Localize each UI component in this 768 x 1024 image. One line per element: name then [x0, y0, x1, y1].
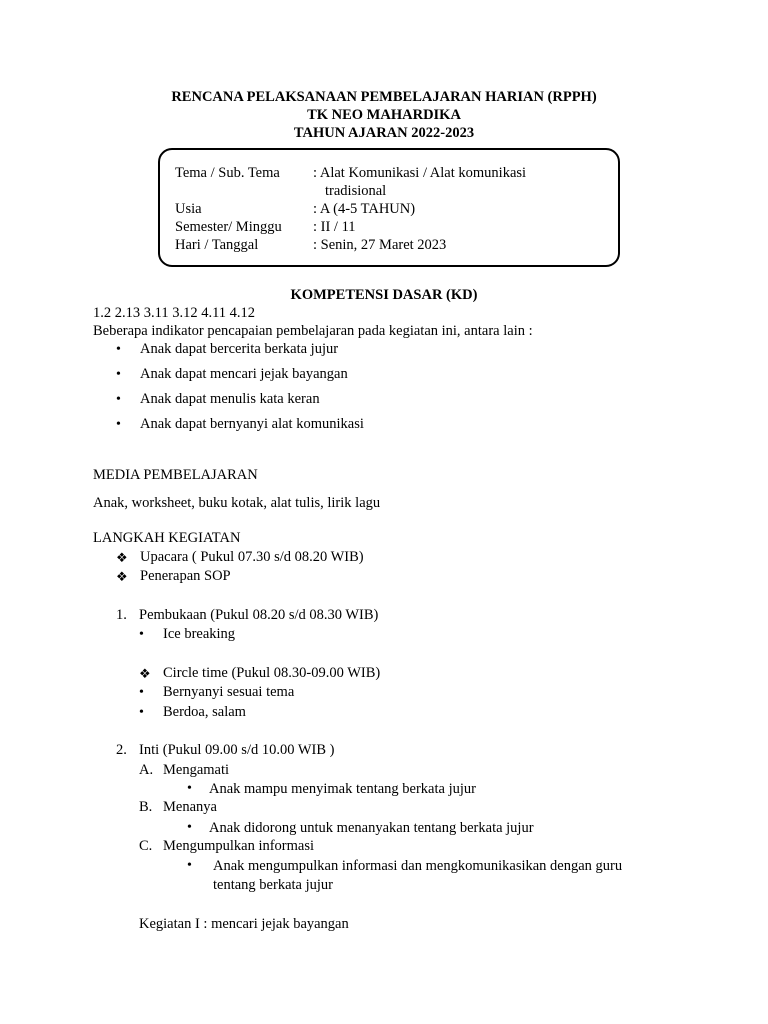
circle-time-heading: Circle time (Pukul 08.30-09.00 WIB): [163, 665, 381, 681]
step-letter: A.: [139, 762, 154, 778]
step-item: Anak mampu menyimak tentang berkata jujur: [209, 781, 476, 797]
bullet-icon: •: [187, 820, 192, 835]
step-item: Anak didorong untuk menanyakan tentang berkata jujur: [209, 820, 534, 836]
indicator-item: Anak dapat menulis kata keran: [140, 391, 320, 407]
bullet-icon: •: [116, 392, 121, 407]
semester-label: Semester/ Minggu: [175, 219, 282, 235]
usia-value: : A (4-5 TAHUN): [313, 201, 416, 217]
diamond-bullet-icon: ❖: [116, 569, 128, 584]
document-title: RENCANA PELAKSANAAN PEMBELAJARAN HARIAN (RPPH): [171, 89, 597, 105]
pre-activity-item: Upacara ( Pukul 07.30 s/d 08.20 WIB): [140, 549, 364, 565]
tema-value: : Alat Komunikasi / Alat komunikasi: [313, 165, 527, 181]
bullet-icon: •: [139, 705, 144, 720]
kegiatan-1: Kegiatan I : mencari jejak bayangan: [139, 916, 349, 932]
bullet-icon: •: [139, 685, 144, 700]
circle-time-item: Berdoa, salam: [163, 704, 246, 720]
pembukaan-number: 1.: [116, 607, 127, 623]
academic-year: TAHUN AJARAN 2022-2023: [293, 125, 475, 141]
bullet-icon: •: [187, 781, 192, 796]
step-item-cont: tentang berkata jujur: [213, 877, 333, 893]
bullet-icon: •: [139, 627, 144, 642]
diamond-bullet-icon: ❖: [139, 666, 151, 681]
bullet-icon: •: [116, 417, 121, 432]
langkah-heading: LANGKAH KEGIATAN: [93, 530, 241, 546]
pembukaan-heading: Pembukaan (Pukul 08.20 s/d 08.30 WIB): [139, 607, 379, 623]
kd-intro: Beberapa indikator pencapaian pembelajaran pada kegiatan ini, antara lain :: [93, 323, 533, 339]
pembukaan-item: Ice breaking: [163, 626, 236, 642]
semester-value: : II / 11: [313, 219, 356, 235]
step-title: Mengumpulkan informasi: [163, 838, 315, 854]
step-title: Mengamati: [163, 762, 230, 778]
indicator-item: Anak dapat bernyanyi alat komunikasi: [140, 416, 364, 432]
hari-label: Hari / Tanggal: [175, 237, 259, 253]
indicator-item: Anak dapat bercerita berkata jujur: [140, 341, 339, 357]
kd-heading: KOMPETENSI DASAR (KD): [290, 287, 478, 303]
school-name: TK NEO MAHARDIKA: [307, 107, 461, 123]
tema-value-cont: tradisional: [325, 183, 387, 199]
bullet-icon: •: [187, 858, 192, 873]
pre-activity-item: Penerapan SOP: [140, 568, 231, 584]
bullet-icon: •: [116, 342, 121, 357]
tema-label: Tema / Sub. Tema: [175, 165, 280, 181]
inti-number: 2.: [116, 742, 127, 758]
hari-value: : Senin, 27 Maret 2023: [313, 237, 447, 253]
media-items: Anak, worksheet, buku kotak, alat tulis, lirik lagu: [93, 495, 381, 511]
diamond-bullet-icon: ❖: [116, 550, 128, 565]
circle-time-item: Bernyanyi sesuai tema: [163, 684, 295, 700]
step-title: Menanya: [163, 799, 217, 815]
inti-heading: Inti (Pukul 09.00 s/d 10.00 WIB ): [139, 742, 335, 758]
step-letter: B.: [139, 799, 153, 815]
kd-codes: 1.2 2.13 3.11 3.12 4.11 4.12: [93, 305, 256, 321]
step-item: Anak mengumpulkan informasi dan mengkomunikasikan dengan guru: [213, 858, 623, 874]
media-heading: MEDIA PEMBELAJARAN: [93, 467, 258, 483]
indicator-item: Anak dapat mencari jejak bayangan: [140, 366, 348, 382]
step-letter: C.: [139, 838, 153, 854]
bullet-icon: •: [116, 367, 121, 382]
usia-label: Usia: [175, 201, 202, 217]
